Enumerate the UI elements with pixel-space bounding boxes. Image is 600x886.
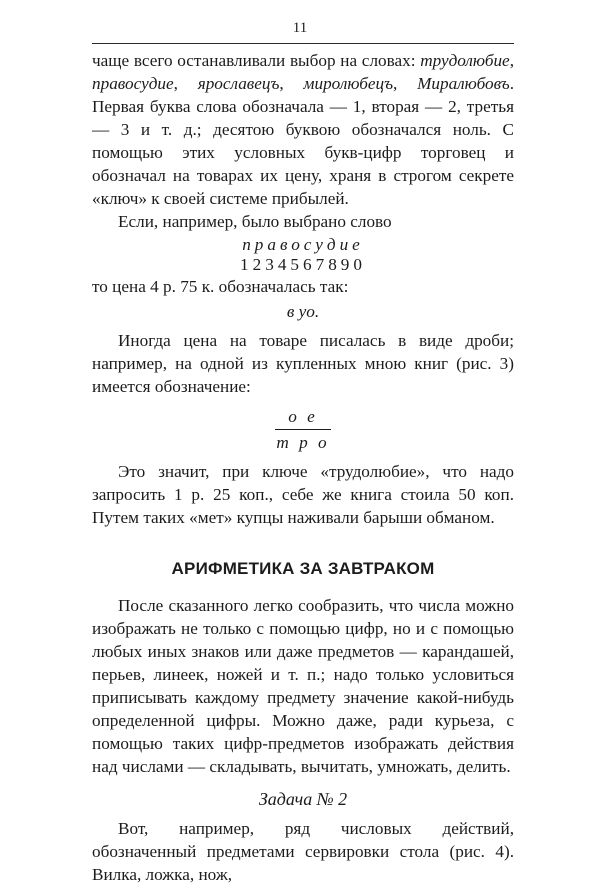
paragraph-continuation <box>92 49 514 210</box>
page-number: 11 <box>292 20 308 36</box>
key-word: ярославецъ <box>197 74 280 93</box>
fraction-denominator: т р о <box>276 433 330 452</box>
paragraph-task: Вот, например, ряд числовых действий, обозначенный предметами сервировки стола (рис. 4). Вилка, ложка, нож, <box>92 819 514 884</box>
fraction-bar <box>275 429 331 430</box>
section-heading: АРИФМЕТИКА ЗА ЗАВТРАКОМ <box>171 559 435 578</box>
separator: , <box>393 74 418 93</box>
fraction-numerator: о е <box>288 407 318 426</box>
separator: , <box>509 51 514 70</box>
key-word: миролюбецъ <box>303 74 393 93</box>
separator: , <box>279 74 304 93</box>
paragraph-fraction-intro: Иногда цена на товаре писалась в виде дроби; например, на одной из купленных мною книг (рис. 3) имеется обозначение: <box>92 331 514 396</box>
key-word: правосудие <box>92 74 174 93</box>
paragraph-price: то цена 4 р. 75 к. обозначалась так: <box>92 277 349 296</box>
key-word: Миралюбовъ <box>417 74 510 93</box>
separator: , <box>173 74 198 93</box>
paragraph-explanation: Это значит, при ключе «трудолюбие», что надо запросить 1 р. 25 коп., себе же книга стоила 50 коп. Путем таких «мет» купцы наживали барыши обманом. <box>92 462 514 527</box>
text-run: чаще всего останавливали выбор на словах: <box>92 51 421 70</box>
price-fraction <box>92 406 514 454</box>
header-rule <box>92 43 514 44</box>
task-title: Задача № 2 <box>258 789 348 809</box>
key-word: трудолюбие <box>420 51 510 70</box>
price-code: в уо. <box>286 302 320 321</box>
cipher-key-word: правосудие <box>242 235 364 254</box>
page-body <box>92 49 514 886</box>
paragraph-section-intro: После сказанного легко сообразить, что числа можно изображать не только с помощью цифр, но и с помощью любых иных знаков или даже предметов — карандашей, перьев, линеек, ножей и т. п.; надо только условиться приписывать каждому предмету значение какой-нибудь определенной цифры. Можно даже, ради курьеза, с помощью таких цифр-предметов изображать действия над числами — складывать, вычитать, умножать, делить. <box>92 596 514 776</box>
text-run: . Первая буква слова обозначала — 1, вторая — 2, третья — 3 и т. д.; десятою буквою обозначался ноль. С помощью этих условных букв-цифр торговец и обозначал на товарах их цену, храня в строгом секрете «ключ» к своей системе прибылей. <box>92 74 515 208</box>
paragraph-example: Если, например, было выбрано слово <box>118 212 392 231</box>
cipher-key-digits: 1234567890 <box>240 255 366 274</box>
